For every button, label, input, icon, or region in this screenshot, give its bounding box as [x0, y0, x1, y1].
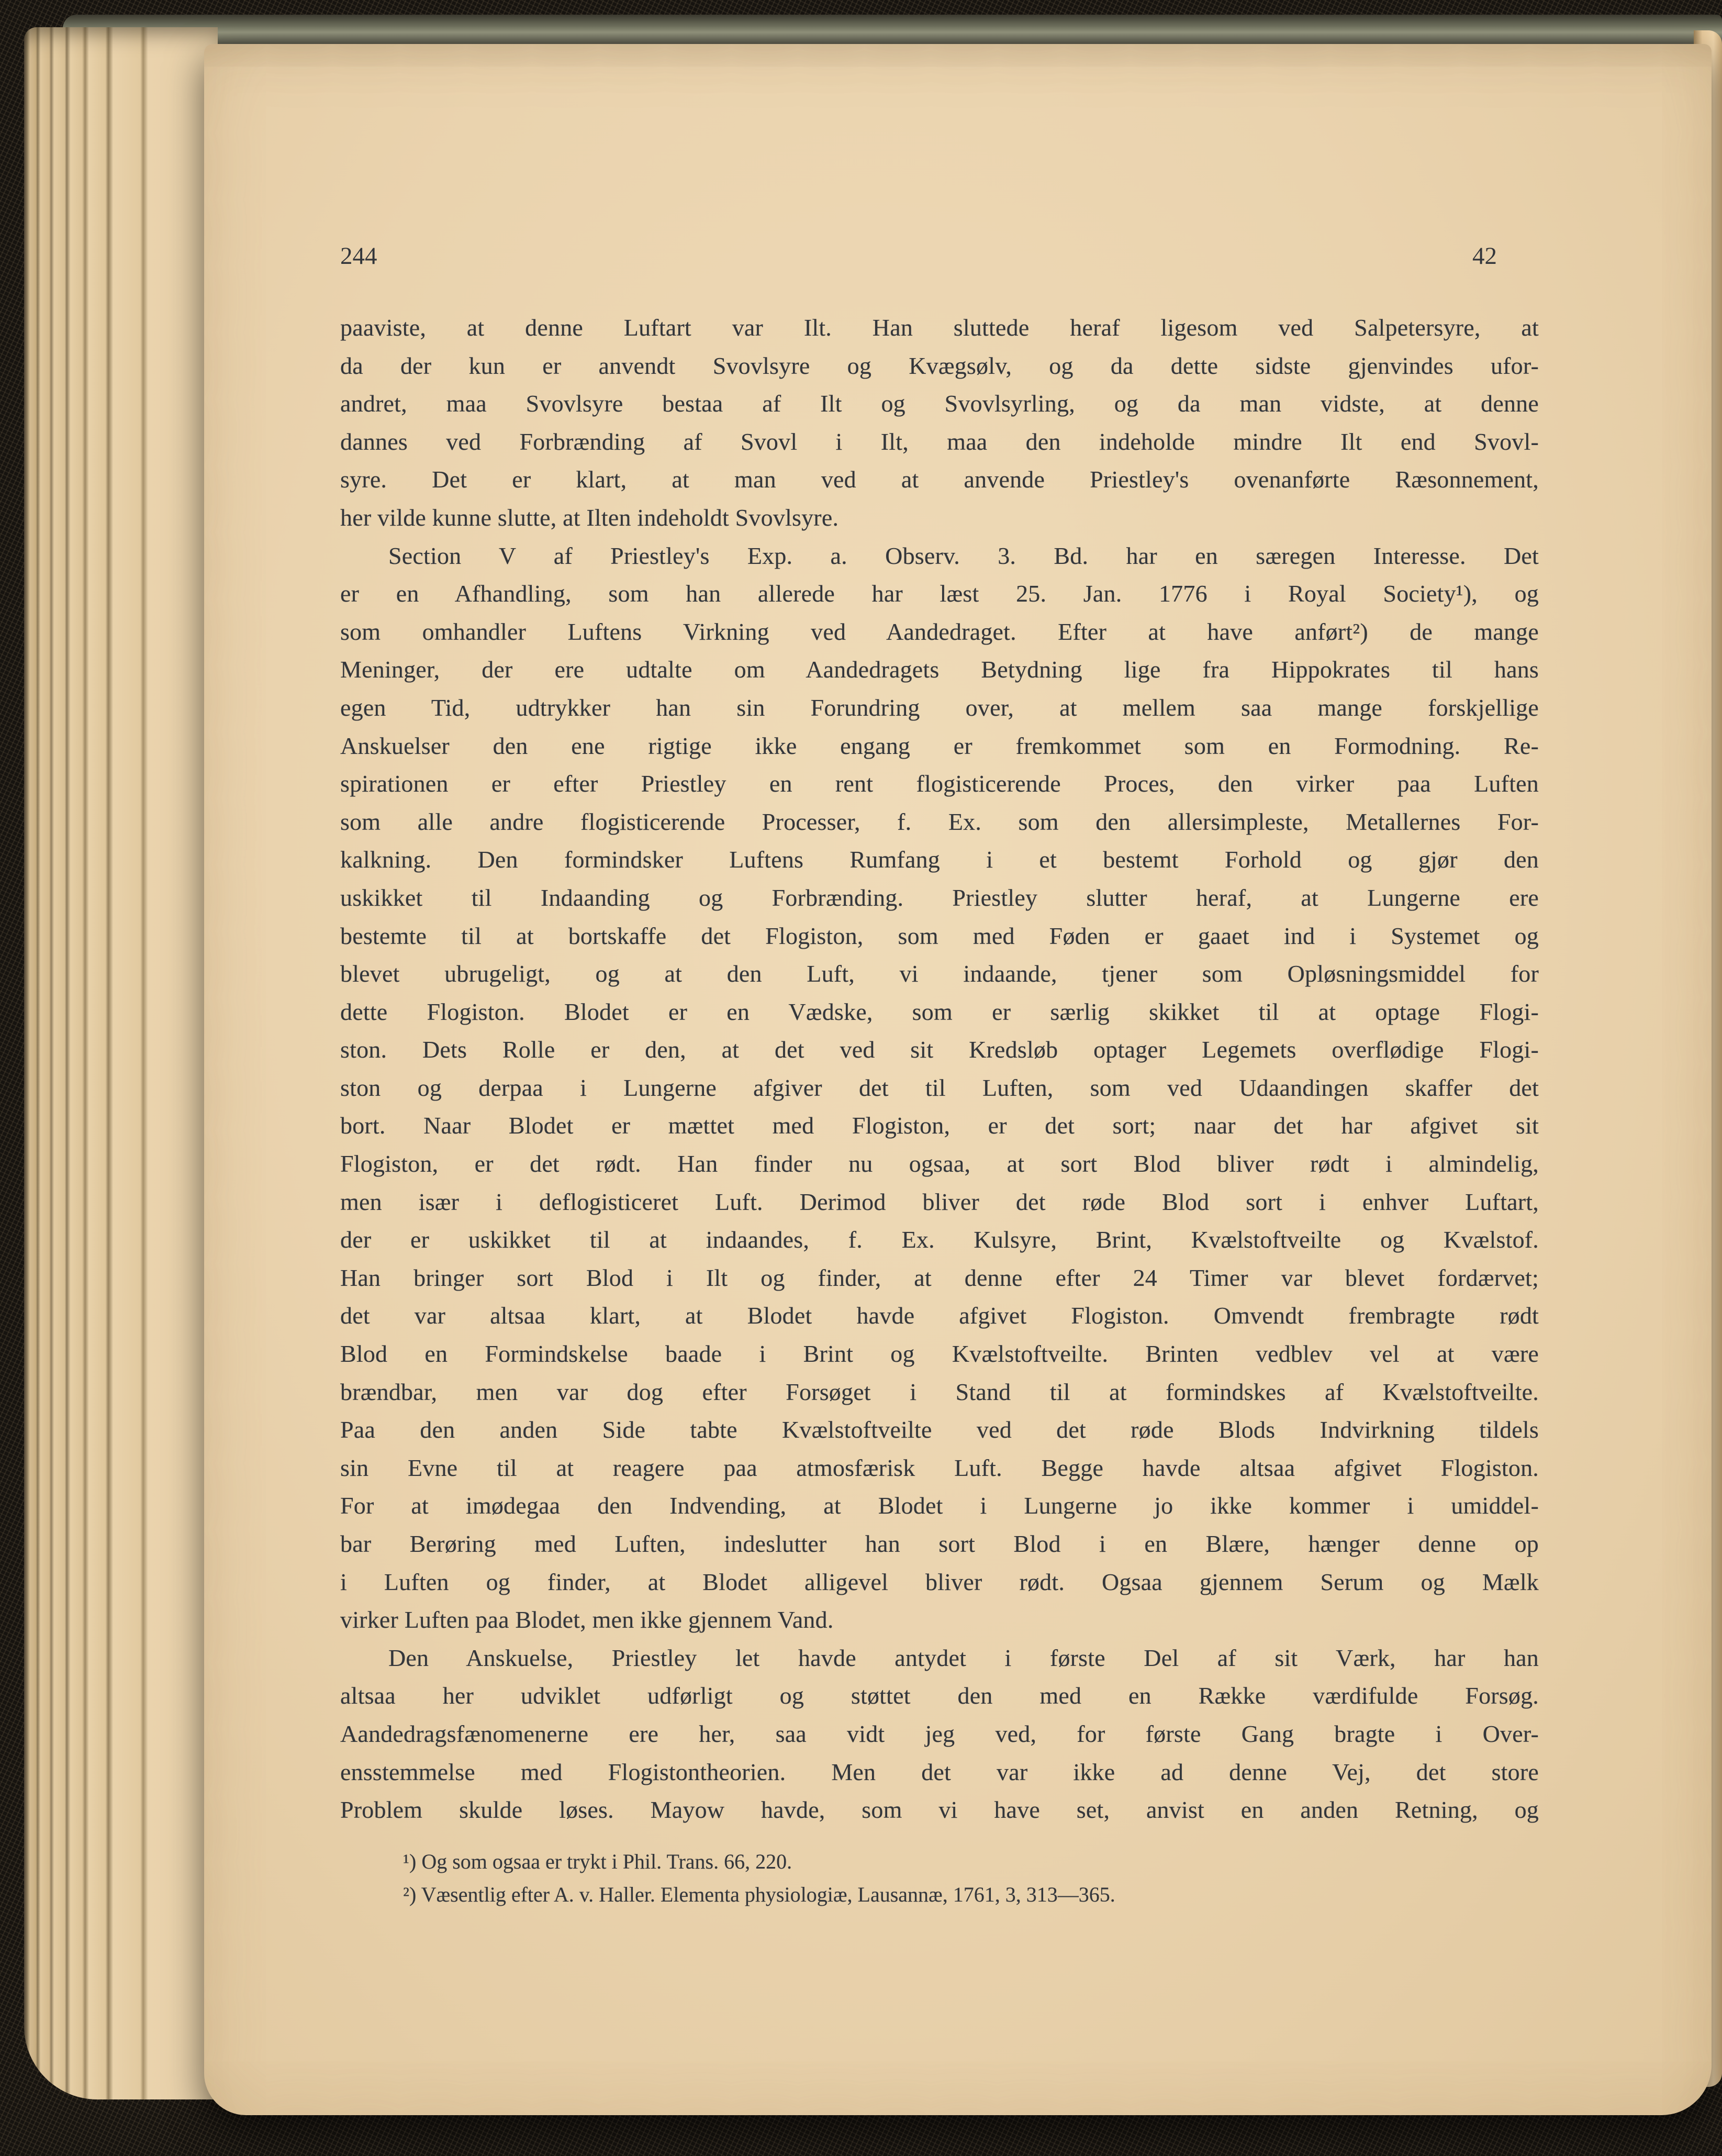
page-number-right: 42: [1472, 242, 1497, 270]
page-body-text: [340, 309, 1539, 1829]
text-line: da der kun er anvendt Svovlsyre og Kvægsølv, og da dette sidste gjenvindes ufor-: [340, 352, 1539, 379]
text-line: virker Luften paa Blodet, men ikke gjennem Vand.: [340, 1606, 834, 1633]
text-line: er en Afhandling, som han allerede har læst 25. Jan. 1776 i Royal Society¹), og: [340, 580, 1539, 607]
text-line: Problem skulde løses. Mayow havde, som vi have set, anvist en anden Retning, og: [340, 1796, 1539, 1824]
text-line: sin Evne til at reagere paa atmosfærisk Luft. Begge havde altsaa afgivet Flogiston.: [340, 1454, 1539, 1481]
text-line: Paa den anden Side tabte Kvælstoftveilte ved det røde Blods Indvirkning tildels: [340, 1416, 1539, 1443]
text-line: brændbar, men var dog efter Forsøget i Stand til at formindskes af Kvælstoftveilte.: [340, 1378, 1539, 1405]
text-line: syre. Det er klart, at man ved at anvende Priestley's ovenanførte Ræsonnement,: [340, 466, 1539, 493]
text-line: dannes ved Forbrænding af Svovl i Ilt, maa den indeholde mindre Ilt end Svovl-: [340, 428, 1539, 455]
text-line: Han bringer sort Blod i Ilt og finder, at denne efter 24 Timer var blevet fordærvet;: [340, 1264, 1539, 1291]
text-line: ston og derpaa i Lungerne afgiver det til Luften, som ved Udaandingen skaffer det: [340, 1074, 1539, 1101]
text-line: bort. Naar Blodet er mættet med Flogiston, er det sort; naar det har afgivet sit: [340, 1112, 1539, 1139]
text-line: Den Anskuelse, Priestley let havde antydet i første Del af sit Værk, har han: [388, 1644, 1539, 1671]
footnote: ²) Væsentlig efter A. v. Haller. Elementa physiologiæ, Lausannæ, 1761, 3, 313—365.: [403, 1883, 1115, 1906]
text-line: som alle andre flogisticerende Processer, f. Ex. som den allersimpleste, Metallernes For-: [340, 808, 1539, 835]
text-line: spirationen er efter Priestley en rent flogisticerende Proces, den virker paa Luften: [340, 770, 1539, 797]
text-line: egen Tid, udtrykker han sin Forundring over, at mellem saa mange forskjellige: [340, 694, 1539, 721]
text-line: paaviste, at denne Luftart var Ilt. Han sluttede heraf ligesom ved Salpetersyre, at: [340, 314, 1539, 341]
page-number-left: 244: [340, 242, 377, 270]
text-line: dette Flogiston. Blodet er en Vædske, som er særlig skikket til at optage Flogi-: [340, 998, 1539, 1025]
text-line: der er uskikket til at indaandes, f. Ex. Kulsyre, Brint, Kvælstoftveilte og Kvælstof.: [340, 1226, 1539, 1253]
paragraph: [340, 309, 1539, 537]
text-line: Blod en Formindskelse baade i Brint og Kvælstoftveilte. Brinten vedblev vel at være: [340, 1340, 1539, 1368]
book-cover-top-edge: [63, 15, 1722, 45]
footnote: ¹) Og som ogsaa er trykt i Phil. Trans. 66, 220.: [403, 1850, 792, 1873]
text-line: kalkning. Den formindsker Luftens Rumfang i et bestemt Forhold og gjør den: [340, 846, 1539, 873]
text-line: For at imødegaa den Indvending, at Blodet i Lungerne jo ikke kommer i umiddel-: [340, 1492, 1539, 1519]
text-line: bar Berøring med Luften, indeslutter han sort Blod i en Blære, hænger denne op: [340, 1530, 1539, 1557]
text-line: andret, maa Svovlsyre bestaa af Ilt og Svovlsyrling, og da man vidste, at denne: [340, 390, 1539, 417]
text-line: ston. Dets Rolle er den, at det ved sit Kredsløb optager Legemets overflødige Flogi-: [340, 1036, 1539, 1063]
text-line: bestemte til at bortskaffe det Flogiston, som med Føden er gaaet ind i Systemet og: [340, 922, 1539, 949]
text-line: det var altsaa klart, at Blodet havde afgivet Flogiston. Omvendt frembragte rødt: [340, 1302, 1539, 1329]
text-line: Section V af Priestley's Exp. a. Observ. 3. Bd. har en særegen Interesse. Det: [388, 542, 1539, 569]
text-line: uskikket til Indaanding og Forbrænding. Priestley slutter heraf, at Lungerne ere: [340, 884, 1539, 911]
text-line: ensstemmelse med Flogistontheorien. Men det var ikke ad denne Vej, det store: [340, 1758, 1539, 1785]
page-stack-edges: [24, 27, 218, 2099]
text-line: men især i deflogisticeret Luft. Derimod bliver det røde Blod sort i enhver Luftart,: [340, 1188, 1539, 1215]
text-line: Meninger, der ere udtalte om Aandedragets Betydning lige fra Hippokrates til hans: [340, 656, 1539, 683]
text-line: her vilde kunne slutte, at Ilten indeholdt Svovlsyre.: [340, 504, 839, 531]
text-line: altsaa her udviklet udførligt og støttet den med en Række værdifulde Forsøg.: [340, 1682, 1539, 1709]
text-line: Flogiston, er det rødt. Han finder nu ogsaa, at sort Blod bliver rødt i almindelig,: [340, 1150, 1539, 1177]
text-line: som omhandler Luftens Virkning ved Aandedraget. Efter at have anført²) de mange: [340, 618, 1539, 645]
book-page: [204, 44, 1712, 2115]
paragraph: [340, 537, 1539, 1639]
paragraph: [340, 1639, 1539, 1829]
footnotes: [340, 1845, 1539, 1911]
page-header: [340, 242, 1539, 279]
text-line: i Luften og finder, at Blodet alligevel bliver rødt. Ogsaa gjennem Serum og Mælk: [340, 1568, 1539, 1595]
text-line: Aandedragsfænomenerne ere her, saa vidt jeg ved, for første Gang bragte i Over-: [340, 1720, 1539, 1747]
text-line: blevet ubrugeligt, og at den Luft, vi indaande, tjener som Opløsningsmiddel for: [340, 960, 1539, 987]
text-line: Anskuelser den ene rigtige ikke engang er fremkommet som en Formodning. Re-: [340, 732, 1539, 759]
